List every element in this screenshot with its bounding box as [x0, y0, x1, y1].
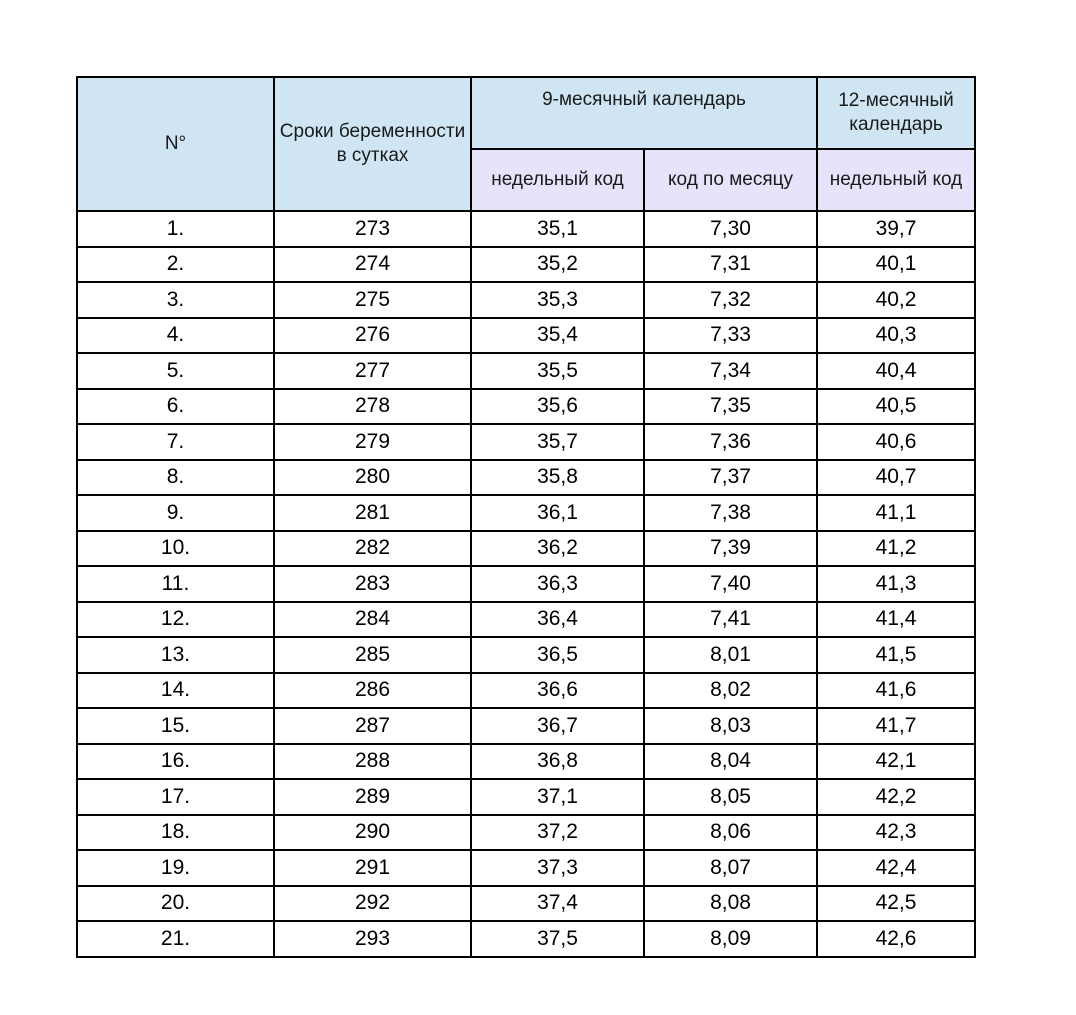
cell-week-code-9: 37,4 — [471, 886, 644, 922]
cell-month-code-9: 8,03 — [644, 708, 817, 744]
cell-week-code-9: 35,5 — [471, 353, 644, 389]
cell-number: 16. — [77, 744, 274, 780]
cell-week-code-12: 41,5 — [817, 637, 975, 673]
cell-week-code-9: 35,2 — [471, 247, 644, 283]
cell-month-code-9: 7,33 — [644, 318, 817, 354]
table-body — [77, 211, 975, 957]
cell-month-code-9: 7,34 — [644, 353, 817, 389]
cell-month-code-9: 8,08 — [644, 886, 817, 922]
cell-days: 282 — [274, 531, 471, 567]
cell-week-code-12: 40,4 — [817, 353, 975, 389]
cell-week-code-9: 36,7 — [471, 708, 644, 744]
cell-week-code-9: 37,2 — [471, 815, 644, 851]
cell-week-code-12: 42,2 — [817, 779, 975, 815]
table-row — [77, 495, 975, 531]
table-row — [77, 247, 975, 283]
cell-week-code-9: 36,4 — [471, 602, 644, 638]
cell-week-code-9: 35,8 — [471, 460, 644, 496]
cell-week-code-12: 40,7 — [817, 460, 975, 496]
cell-week-code-9: 36,2 — [471, 531, 644, 567]
cell-week-code-12: 40,2 — [817, 282, 975, 318]
cell-number: 14. — [77, 673, 274, 709]
table-row — [77, 779, 975, 815]
cell-days: 281 — [274, 495, 471, 531]
cell-days: 279 — [274, 424, 471, 460]
table-row — [77, 708, 975, 744]
cell-days: 293 — [274, 921, 471, 957]
cell-week-code-12: 41,3 — [817, 566, 975, 602]
cell-week-code-12: 42,6 — [817, 921, 975, 957]
cell-week-code-12: 40,5 — [817, 389, 975, 425]
cell-number: 13. — [77, 637, 274, 673]
pregnancy-calendar-table — [76, 76, 976, 958]
cell-week-code-12: 40,1 — [817, 247, 975, 283]
table-row — [77, 566, 975, 602]
cell-number: 4. — [77, 318, 274, 354]
cell-week-code-9: 36,3 — [471, 566, 644, 602]
table-row — [77, 886, 975, 922]
cell-month-code-9: 8,09 — [644, 921, 817, 957]
cell-month-code-9: 7,39 — [644, 531, 817, 567]
cell-month-code-9: 7,38 — [644, 495, 817, 531]
cell-month-code-9: 7,30 — [644, 211, 817, 247]
cell-week-code-9: 37,3 — [471, 850, 644, 886]
table-row — [77, 282, 975, 318]
cell-month-code-9: 8,04 — [644, 744, 817, 780]
header-month-code-9: код по месяцу — [644, 149, 817, 211]
cell-week-code-12: 40,6 — [817, 424, 975, 460]
cell-days: 274 — [274, 247, 471, 283]
table-row — [77, 744, 975, 780]
cell-days: 275 — [274, 282, 471, 318]
header-row-top — [77, 77, 975, 149]
cell-week-code-9: 36,1 — [471, 495, 644, 531]
cell-days: 288 — [274, 744, 471, 780]
header-pregnancy-days: Сроки беременности в сутках — [274, 77, 471, 211]
table-row — [77, 424, 975, 460]
cell-number: 9. — [77, 495, 274, 531]
cell-number: 6. — [77, 389, 274, 425]
cell-days: 291 — [274, 850, 471, 886]
cell-days: 290 — [274, 815, 471, 851]
cell-number: 8. — [77, 460, 274, 496]
cell-number: 21. — [77, 921, 274, 957]
cell-number: 7. — [77, 424, 274, 460]
cell-month-code-9: 7,31 — [644, 247, 817, 283]
cell-month-code-9: 8,06 — [644, 815, 817, 851]
table-row — [77, 318, 975, 354]
cell-number: 2. — [77, 247, 274, 283]
table-row — [77, 815, 975, 851]
cell-week-code-9: 37,5 — [471, 921, 644, 957]
table-row — [77, 850, 975, 886]
cell-week-code-9: 35,4 — [471, 318, 644, 354]
cell-week-code-9: 35,7 — [471, 424, 644, 460]
cell-week-code-9: 37,1 — [471, 779, 644, 815]
cell-number: 20. — [77, 886, 274, 922]
cell-week-code-9: 35,3 — [471, 282, 644, 318]
cell-days: 277 — [274, 353, 471, 389]
cell-number: 10. — [77, 531, 274, 567]
cell-number: 3. — [77, 282, 274, 318]
cell-week-code-12: 42,3 — [817, 815, 975, 851]
cell-days: 273 — [274, 211, 471, 247]
cell-month-code-9: 7,35 — [644, 389, 817, 425]
table-row — [77, 673, 975, 709]
cell-days: 286 — [274, 673, 471, 709]
header-week-code-12: недельный код — [817, 149, 975, 211]
cell-week-code-9: 36,5 — [471, 637, 644, 673]
cell-days: 284 — [274, 602, 471, 638]
cell-week-code-12: 42,4 — [817, 850, 975, 886]
cell-month-code-9: 7,36 — [644, 424, 817, 460]
cell-days: 276 — [274, 318, 471, 354]
cell-week-code-12: 39,7 — [817, 211, 975, 247]
cell-month-code-9: 8,07 — [644, 850, 817, 886]
cell-days: 292 — [274, 886, 471, 922]
cell-number: 1. — [77, 211, 274, 247]
cell-month-code-9: 7,41 — [644, 602, 817, 638]
table-row — [77, 921, 975, 957]
cell-month-code-9: 8,01 — [644, 637, 817, 673]
cell-number: 12. — [77, 602, 274, 638]
cell-days: 283 — [274, 566, 471, 602]
table-header — [77, 77, 975, 211]
cell-week-code-12: 42,1 — [817, 744, 975, 780]
cell-month-code-9: 7,37 — [644, 460, 817, 496]
cell-number: 15. — [77, 708, 274, 744]
cell-days: 285 — [274, 637, 471, 673]
table-row — [77, 602, 975, 638]
cell-number: 18. — [77, 815, 274, 851]
cell-week-code-9: 36,6 — [471, 673, 644, 709]
table-row — [77, 531, 975, 567]
cell-week-code-12: 41,7 — [817, 708, 975, 744]
header-number: N° — [77, 77, 274, 211]
cell-week-code-12: 42,5 — [817, 886, 975, 922]
cell-week-code-12: 41,4 — [817, 602, 975, 638]
header-9-month-calendar: 9-месячный календарь — [471, 77, 817, 149]
table-row — [77, 389, 975, 425]
cell-week-code-12: 41,2 — [817, 531, 975, 567]
cell-week-code-12: 40,3 — [817, 318, 975, 354]
cell-month-code-9: 8,05 — [644, 779, 817, 815]
cell-month-code-9: 8,02 — [644, 673, 817, 709]
table-row — [77, 460, 975, 496]
cell-week-code-9: 35,6 — [471, 389, 644, 425]
header-12-month-calendar: 12-месячный календарь — [817, 77, 975, 149]
cell-week-code-12: 41,6 — [817, 673, 975, 709]
cell-number: 5. — [77, 353, 274, 389]
cell-days: 278 — [274, 389, 471, 425]
table-row — [77, 637, 975, 673]
cell-week-code-9: 36,8 — [471, 744, 644, 780]
cell-days: 289 — [274, 779, 471, 815]
cell-days: 287 — [274, 708, 471, 744]
cell-week-code-9: 35,1 — [471, 211, 644, 247]
cell-month-code-9: 7,40 — [644, 566, 817, 602]
table-row — [77, 211, 975, 247]
cell-days: 280 — [274, 460, 471, 496]
cell-number: 19. — [77, 850, 274, 886]
cell-week-code-12: 41,1 — [817, 495, 975, 531]
cell-number: 11. — [77, 566, 274, 602]
table-row — [77, 353, 975, 389]
cell-number: 17. — [77, 779, 274, 815]
cell-month-code-9: 7,32 — [644, 282, 817, 318]
header-week-code-9: недельный код — [471, 149, 644, 211]
